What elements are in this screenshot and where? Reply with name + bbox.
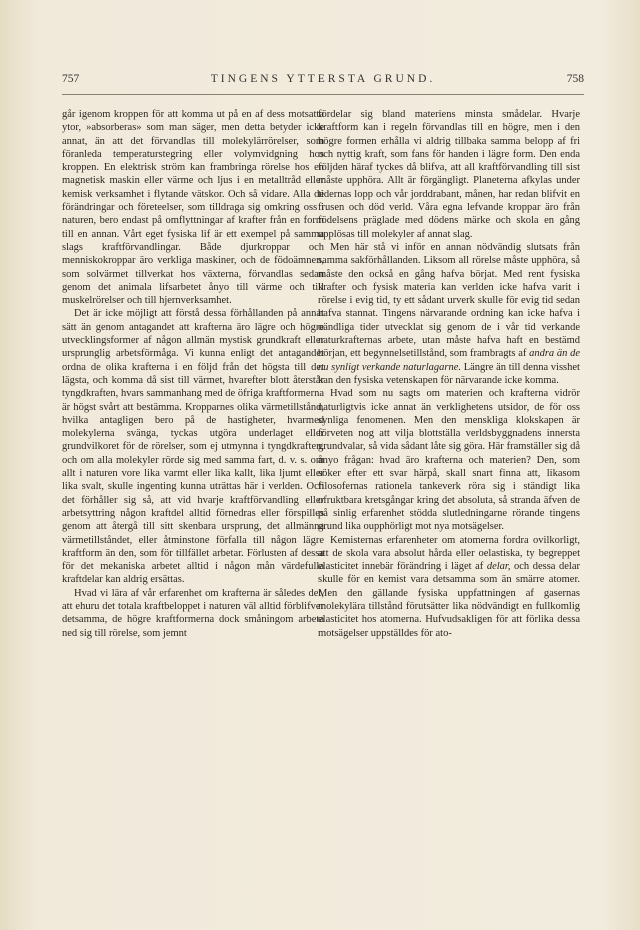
- text-span: och dessa delar skulle för en kemist vara detsamma som än smärre atomer. Men den gällande fysiska uppfattningen af gasernas molekylära tillstånd förutsätter lika nödvändigt en fullkomlig elasticitet hos atomerna. Hufvudsakligen för att förlika dessa motsägelser uppställdes för ato-: [318, 561, 580, 639]
- paragraph: fördelar sig bland materiens minsta smådelar. Hvarje kraftform kan i regeln förvandlas till en högre, men i den högre formen erhålla vi aldrig tillbaka samma belopp af fri och nyttig kraft, som fans för handen i lägre form. Den enda följden häraf tyckes då blifva, att all kraftförvandling till sist måste upphöra. Allt är förgängligt. Planeterna afkylas under tidernas lopp och vår jorddrabant, månen, har redan blifvit en frusen och död verld. Våra egna lefvande kroppar äro från födelsens präglade med dödens märke och skola en gång upplösas till molekyler af annat slag.: [318, 109, 580, 240]
- paragraph: Hvad vi lära af vår erfarenhet om krafterna är således det, att ehuru det totala kraftbeloppet i naturen väl alltid förblifver detsamma, de högre kraftformerna dock småningom arbeta ned sig till rörelse, som jemnt: [62, 587, 324, 639]
- paragraph: [318, 241, 580, 387]
- paragraph: går igenom kroppen för att komma ut på en af dess motsatta ytor, »absorberas» som man säger, men detta betyder icke annat, än att det förvandlas till molekylärrörelser, som föranleda temperaturstegring eller volymvidgning hos kroppen. En elektrisk ström kan frambringa rörelse hos en magnetisk maskin eller värme och ljus i en metalltråd eller kemisk verksamhet i flytande vätskor. Och så vidare. Alla de förändringar och företeelser, som tilldraga sig omkring oss i naturen, bero endast på omflyttningar af krafter från en form till en annan. Vårt eget fysiska lif är ett exempel på samma slags kraftförvandlingar. Både djurkroppar och menniskokroppar äro verkliga maskiner, och de födoämnen, som solvärmet tillverkat hos växterna, förvandlas sedan genom det animala lifsarbetet ånyo till värme och till muskelrörelser och till hjernverksamhet.: [62, 109, 324, 307]
- text-span: Men här stå vi inför en annan nödvändig slutsats från samma sakförhållanden. Liksom all rörelse måste upphöra, så måste den också en gång hafva börjat. Med rent fysiska krafter och fysisk materia kan verlden icke hafva varit i rörelse i evig tid, ty ett sådant urverk skulle för evig tid sedan hafva stannat. Tingens närvarande ordning kan icke hafva i oändliga tider utvecklat sig genom de i vår tid verkande naturkrafternas arbete, utan måste hafva haft en bestämd början, ett begynnelsetillstånd, som frambragts af: [318, 241, 580, 360]
- page-number-right: 758: [566, 73, 584, 85]
- text-span: Kemisternas erfarenheter om atomerna fordra ovilkorligt, att de skola vara absolut hårda eller oelastiska, ty begreppet elasticitet innebär förändring i läget af: [318, 534, 580, 573]
- running-title: TINGENS YTTERSTA GRUND.: [210, 73, 436, 85]
- paragraph: Det är icke möjligt att förstå dessa förhållanden på annat sätt än genom antagandet att krafterna äro lägre och högre utvecklingsformer af någon allmän mystisk grundkraft eller ursprunglig arbetsförmåga. Vi kunna enligt det antagandet ordna de olika krafterna i en följd från det högsta till det lägsta, och komma då sist till värmet, hvarefter blott återstår tyngdkraften, hvars sammanhang med de öfriga kraftformerna är högst svårt att bestämma. Kropparnes olika värmetillstånd, hvilka antagligen bero på de hastigheter, hvarmed molekylerna svänga, tyckas utgöra underlaget eller grundvilkoret för de rörelser, som ej utmynna i tyngdkraften, och om alla molekyler rörde sig med samma fart, d. v. s. om allt i naturen vore lika varmt eller lika kallt, lika ljumt eller lika svalt, skulle ingenting kunna uträttas här i verlden. Och det förhåller sig så, att vid hvarje kraftförvandling eller arbetsyttring någon kraftdel alltid förnedras eller förspilles genom att återgå till sitt skenbara ursprung, det allmänna värmetillståndet, eller åtminstone förfalla till någon lägre kraftform än den, som för tillfället arbetar. Förlusten af dessa för det mekaniska arbetet alltid i någon mån värdefulla kraftdelar kan aldrig ersättas.: [62, 308, 324, 586]
- paragraph: [318, 534, 580, 640]
- right-column: [318, 108, 580, 640]
- italic-span: delar,: [486, 561, 511, 573]
- paragraph: Hvad som nu sagts om materien och krafterna vidrör naturligtvis icke annat än verklighetens utsidor, de för oss synliga fenomenen. Men den menskliga klokskapen är förveten nog att vilja blottställa verldsbyggnadens innersta grundvalar, så vida sådant låte sig göra. Här framställer sig då ånyo frågan: hvad äro krafterna och materien? Den, som söker efter ett svar härpå, skall snart finna att, likasom filosofernas rationela tankeverk röra sig i ständigt lika ofruktbara kretsgångar kring det absoluta, så stranda äfven de på sinlig erfarenhet stödda slutledningarne rörande tingens grund lika oupphörligt mot nya motsägelser.: [318, 388, 580, 533]
- page-number-left: 757: [62, 73, 80, 85]
- italic-span: andra än de nu synligt verkande naturlagarne.: [318, 348, 581, 373]
- running-header: [62, 73, 584, 93]
- header-rule: [62, 94, 584, 95]
- left-column: [62, 108, 324, 640]
- text-span: Längre än till denna visshet kan den fysiska vetenskapen för närvarande icke komma.: [318, 361, 580, 386]
